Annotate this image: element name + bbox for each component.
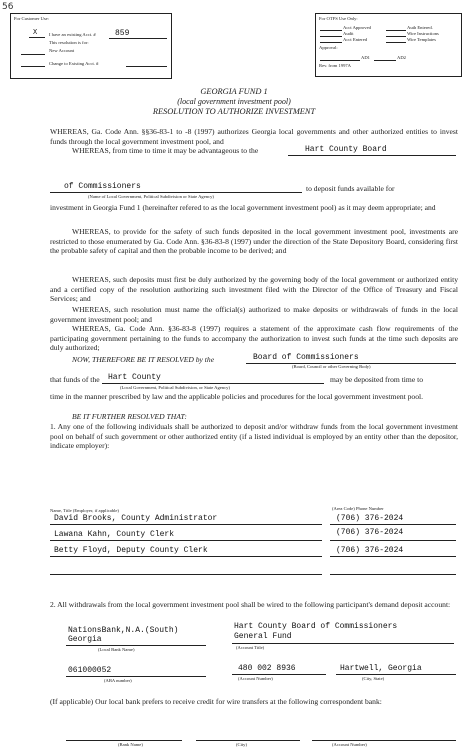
aba-number-caption: (ABA number) — [104, 678, 132, 683]
local-government-fill-1: Hart County Board — [305, 145, 387, 154]
account-number-caption: (Account Number) — [238, 676, 273, 681]
hart-county-fill: Hart County — [108, 373, 161, 382]
whereas-paragraph-2-cont: investment in Georgia Fund 1 (hereinafter refered to as the local government investment pool) as it may deem appropriate; and — [50, 203, 436, 212]
aba-number: 061000052 — [68, 666, 112, 675]
official-2-phone: (706) 376-2024 — [336, 528, 404, 537]
document-subtitle: (local government investment pool) — [177, 97, 291, 106]
ad2-label: AD2 — [397, 55, 406, 60]
page-number: 56 — [2, 2, 14, 12]
local-bank-name-line1: NationsBank,N.A.(South) — [68, 626, 179, 635]
revision-label: Rev. from 1997A — [319, 63, 351, 68]
existing-acct-number: 859 — [115, 29, 130, 38]
political-subdivision-caption: (Local Government, Political Subdivision, or State Agency) — [120, 385, 230, 390]
city-state: Hartwell, Georgia — [340, 664, 422, 673]
account-title-caption: (Account Title) — [236, 645, 265, 650]
funds-paragraph-cont: time in the manner prescribed by law and the applicable policies and procedures for the local government investment pool. — [50, 392, 424, 401]
ad1-label: AD1 — [361, 55, 370, 60]
name-title-header: Name, Title (Employer, if applicable) — [50, 508, 119, 513]
correspondent-city-caption: (City) — [236, 742, 247, 747]
official-1-phone: (706) 376-2024 — [336, 514, 404, 523]
official-3-name: Betty Floyd, Deputy County Clerk — [54, 546, 208, 555]
otfs-box-title: For OTFS Use Only: — [319, 16, 358, 21]
correspondent-bank-name-caption: (Bank Name) — [118, 742, 143, 747]
be-it-further-resolved: BE IT FURTHER RESOLVED THAT: — [72, 412, 187, 421]
correspondent-account-caption: (Account Number) — [332, 742, 367, 747]
item-2-text: 2. All withdrawals from the local government investment pool shall be wired to the following participant's demand deposit account: — [50, 600, 451, 609]
now-therefore-text: NOW, THEREFORE BE IT RESOLVED by the — [72, 355, 215, 364]
document-title: GEORGIA FUND 1 — [200, 87, 268, 96]
local-bank-name-caption: (Local Bank Name) — [98, 647, 135, 652]
existing-acct-label: I have an existing Acct. # — [49, 32, 96, 37]
may-be-deposited-text: may be deposited from time to — [330, 375, 424, 384]
account-number: 480 002 8936 — [238, 664, 296, 673]
acct-approved-label: Acct Approved — [343, 25, 371, 30]
phone-header: (Area Code) Phone Number — [332, 506, 384, 511]
local-government-caption: (Name of Local Government, Political Subdivision or State Agency) — [88, 194, 214, 199]
resolution-heading: RESOLUTION TO AUTHORIZE INVESTMENT — [152, 107, 316, 116]
customer-use-box — [10, 13, 172, 79]
item-1-text: 1. Any one of the following individuals shall be authorized to deposit and/or withdraw funds from the local government investment pool on behalf of such government or other authorized entity (if a listed individual is employed by an entity other than the depositor, indicate employer): — [50, 422, 458, 451]
governing-body-caption: (Board, Council or other Governing Body) — [292, 364, 371, 369]
funds-of-text: that funds of the — [50, 375, 100, 384]
official-1-name: David Brooks, County Administrator — [54, 514, 218, 523]
whereas-paragraph-3: WHEREAS, to provide for the safety of such funds deposited in the local government investment pool, investments are restricted to those enumerated by Ga. Code Ann. §36-83-8 (1997) under the direction of the State Depository Board, considering first the probable safety of capital and then the probable income to be derived; and — [50, 227, 458, 256]
correspondent-bank-text: (If applicable) Our local bank prefers to receive credit for wire transfers at the following correspondent bank: — [50, 697, 382, 706]
whereas-paragraph-4: WHEREAS, such deposits must first be duly authorized by the governing body of the local government or authorized entity and a certified copy of the resolution authorizing such investment filed with the Director of the Office of Treasury and Fiscal Services; and — [50, 275, 458, 304]
whereas-paragraph-5: WHEREAS, such resolution must name the official(s) authorized to make deposits or withdrawals of funds in the local government investment pool; and — [50, 305, 458, 324]
auth-entered-label: Auth Entered. — [407, 25, 433, 30]
local-bank-name-line2: Georgia — [68, 635, 102, 644]
change-existing-acct-option: Change to Existing Acct. # — [49, 61, 99, 66]
account-title-line2: General Fund — [234, 632, 292, 641]
wire-instructions-label: Wire Instructions — [407, 31, 439, 36]
new-account-option: New Account — [49, 48, 75, 53]
governing-body-fill: Board of Commissioners — [253, 353, 359, 362]
audit-label: Audit — [343, 31, 354, 36]
existing-acct-checkmark: X — [33, 29, 38, 37]
resolution-for-label: This resolution is for: — [49, 40, 89, 45]
whereas-paragraph-1: WHEREAS, Ga. Code Ann. §§36-83-1 to -8 (1997) authorizes Georgia local governments and other authorized entities to invest funds through the local government investment pool, and — [50, 127, 458, 146]
local-government-fill-2: of Commissioners — [64, 182, 141, 191]
customer-box-title: For Customer Use: — [14, 16, 49, 21]
whereas-paragraph-2-start: WHEREAS, from time to time it may be advantageous to the — [72, 146, 259, 155]
wire-templates-label: Wire Templates — [407, 37, 436, 42]
official-2-name: Lawana Kahn, County Clerk — [54, 530, 175, 539]
whereas-paragraph-6: WHEREAS, Ga. Code Ann. §36-83-8 (1997) requires a statement of the approximate cash flow requirements of the participating government pertaining to the funds to accompany the authorization to invest such funds at the time such deposits are duly authorized; — [50, 324, 458, 353]
acct-entered-label: Acct Entered — [343, 37, 368, 42]
deposit-funds-text: to deposit funds available for — [306, 184, 395, 193]
official-3-phone: (706) 376-2024 — [336, 546, 404, 555]
city-state-caption: (City, State) — [362, 676, 385, 681]
account-title-line1: Hart County Board of Commissioners — [234, 622, 398, 631]
approval-label: Approval: — [319, 45, 338, 50]
otfs-use-box — [315, 13, 462, 77]
